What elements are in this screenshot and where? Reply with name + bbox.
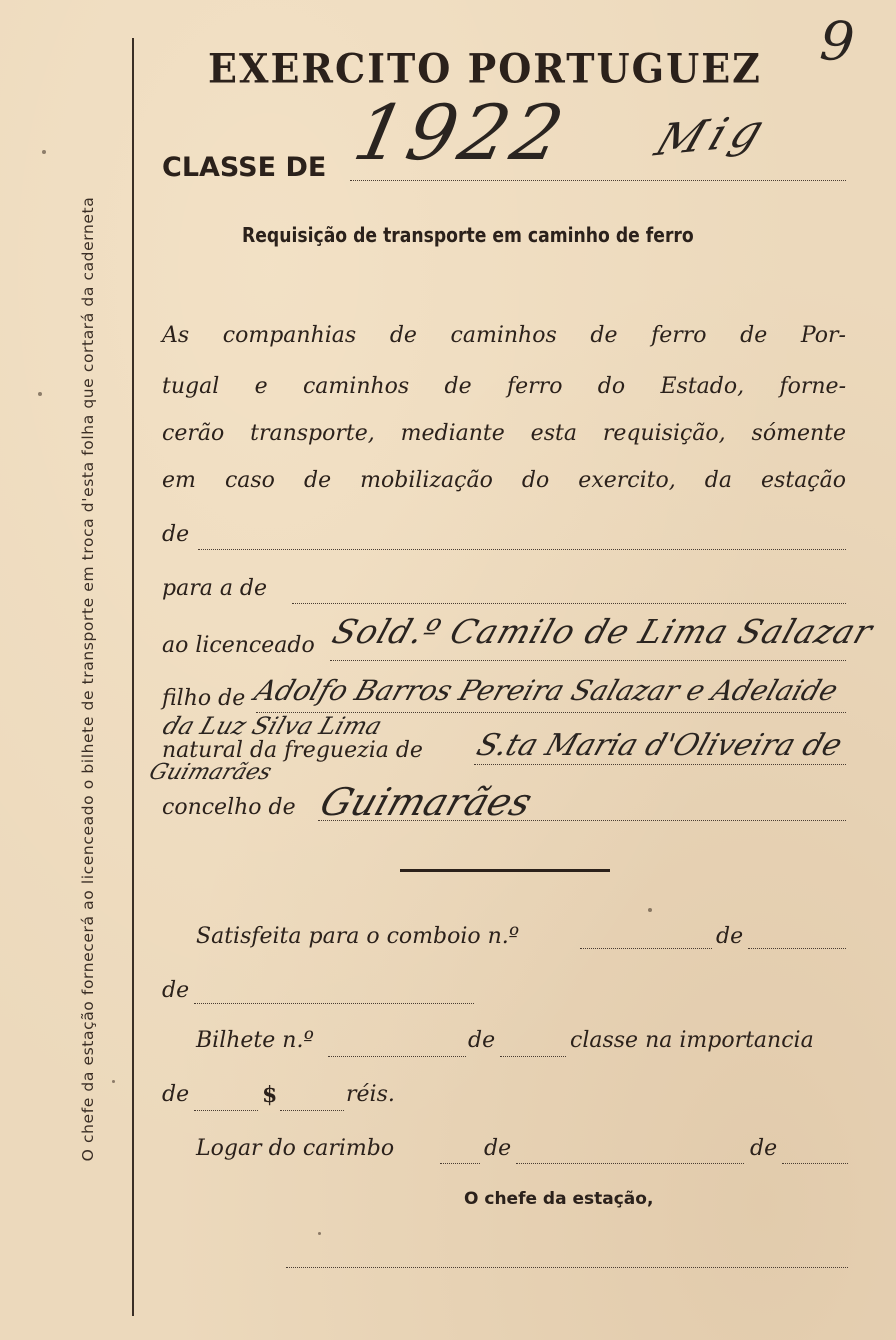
paper-speck — [42, 150, 46, 154]
reis-label: réis. — [346, 1082, 395, 1107]
form-title: EXERCITO PORTUGUEZ — [208, 44, 762, 93]
body-line-4: em caso de mobilização do exercito, da estação — [162, 468, 846, 493]
bilhete-label: Bilhete n.º — [196, 1028, 314, 1053]
body-line-1: As companhias de caminhos de ferro de Por- — [162, 323, 846, 348]
classe-dotted-line — [350, 180, 846, 181]
handwritten-licenceado: Sold.º Camilo de Lima Salazar — [327, 612, 879, 651]
field-label-concelho: concelho de — [162, 795, 296, 820]
footer-de-label: de — [162, 978, 190, 1003]
handwritten-filho-line1: Adolfo Barros Pereira Salazar e Adelaide — [250, 674, 843, 707]
logar-line-2 — [516, 1163, 744, 1164]
section-divider — [400, 869, 610, 872]
side-instruction: O chefe da estação fornecerá ao licenceado o bilhete de transporte em troca d'esta folha que cortará da caderneta — [79, 196, 97, 1162]
field-para-line — [292, 603, 846, 604]
field-label-filho: filho de — [162, 686, 246, 711]
bilhete-de-label: de — [468, 1028, 496, 1053]
logar-de-label-1: de — [484, 1136, 512, 1161]
handwritten-concelho: Guimarães — [314, 780, 538, 824]
signature-line — [286, 1267, 848, 1268]
paper-speck — [112, 1080, 115, 1083]
valor-line-1 — [194, 1110, 258, 1111]
paper-speck — [648, 908, 652, 912]
logar-line-1 — [440, 1163, 480, 1164]
field-de-line — [198, 549, 846, 550]
classe-importancia-label: classe na importancia — [570, 1028, 814, 1053]
field-label-de: de — [162, 522, 190, 547]
handwritten-filho-line2: da Luz Silva Lima — [159, 712, 386, 740]
field-label-natural: natural da freguezia de — [162, 738, 423, 763]
margin-rule — [132, 38, 134, 1316]
handwritten-year: 1922 — [346, 88, 575, 177]
paper-speck — [38, 392, 42, 396]
field-natural-line — [474, 764, 846, 765]
currency-sign: $ — [262, 1082, 278, 1108]
field-label-licenceado: ao licenceado — [162, 633, 315, 658]
logar-label: Logar do carimbo — [196, 1136, 395, 1161]
field-label-para: para a de — [162, 576, 268, 601]
body-line-3: cerão transporte, mediante esta requisição, sómente — [162, 421, 846, 446]
logar-line-3 — [782, 1163, 848, 1164]
chefe-label: O chefe da estação, — [464, 1189, 654, 1209]
handwritten-freguezia-cont: Guimarães — [145, 760, 275, 785]
paper-speck — [318, 1232, 321, 1235]
satisfeita-label: Satisfeita para o comboio n.º — [196, 924, 520, 949]
logar-de-label-2: de — [750, 1136, 778, 1161]
valor-line-2 — [280, 1110, 344, 1111]
bilhete-de-line — [500, 1056, 566, 1057]
bilhete-num-line — [328, 1056, 466, 1057]
classe-label: CLASSE DE — [162, 152, 327, 183]
satisfeita-comboio-line — [580, 948, 712, 949]
handwritten-page-number: 9 — [817, 8, 857, 75]
handwritten-corner-note: Mig — [648, 104, 777, 167]
field-licenceado-line — [330, 660, 846, 661]
form-subtitle: Requisição de transporte em caminho de ferro — [242, 223, 694, 247]
footer-de-line — [194, 1003, 474, 1004]
valor-de-label: de — [162, 1082, 190, 1107]
satisfeita-de-label: de — [716, 924, 744, 949]
satisfeita-de-line — [748, 948, 846, 949]
handwritten-freguezia: S.ta Maria d'Oliveira de — [472, 728, 847, 763]
body-line-2: tugal e caminhos de ferro do Estado, forne- — [162, 374, 846, 399]
